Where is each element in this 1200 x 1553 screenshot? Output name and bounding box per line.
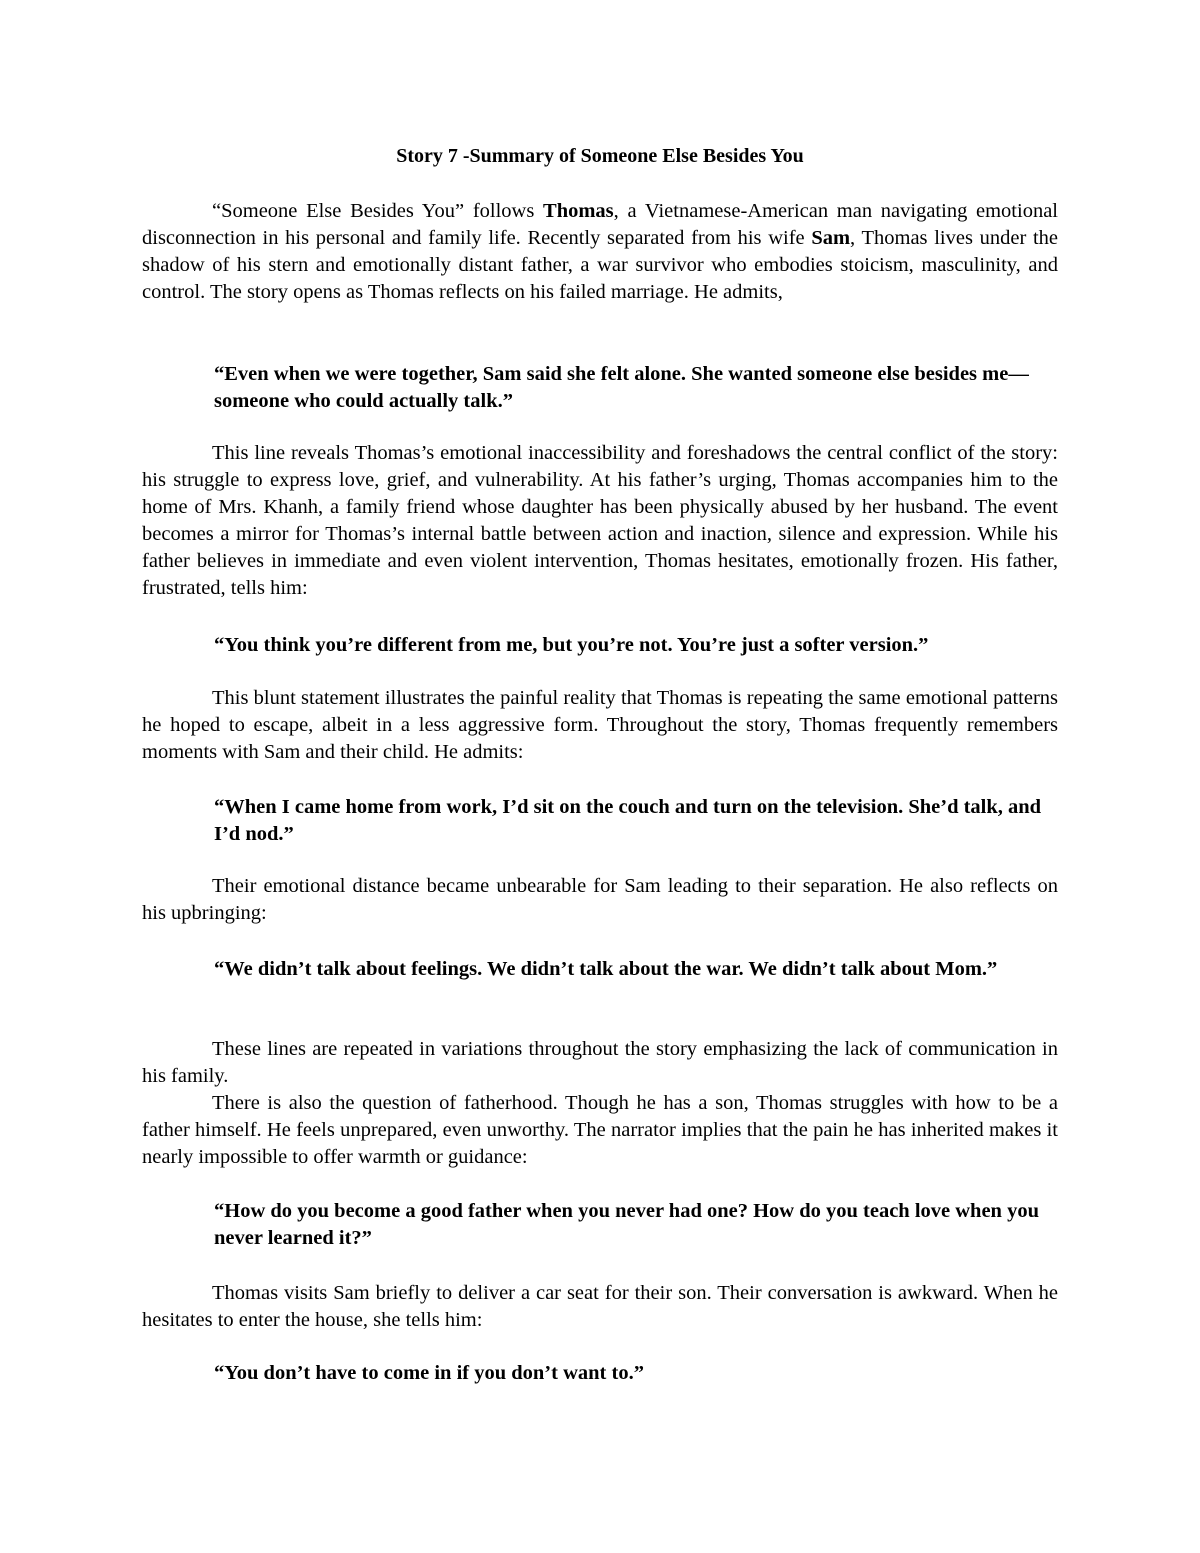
paragraph-emotional-distance: Their emotional distance became unbearable for Sam leading to their separation. He also reflects on his upbringing: <box>142 875 1058 924</box>
quote-good-father: “How do you become a good father when you never had one? How do you teach love when you never learned it?” <box>214 1200 1039 1249</box>
quote-softer-version: “You think you’re different from me, but you’re not. You’re just a softer version.” <box>214 634 929 656</box>
paragraph-blunt-statement: This blunt statement illustrates the painful reality that Thomas is repeating the same emotional patterns he hoped to escape, albeit in a less aggressive form. Throughout the story, Thomas frequently remembers moments with Sam and their child. He admits: <box>142 687 1058 763</box>
quote-come-in: “You don’t have to come in if you don’t want to.” <box>214 1362 644 1384</box>
document-title: Story 7 -Summary of Someone Else Besides You <box>396 145 804 167</box>
intro-text-d: , Thomas lives under the shadow of his stern and emotionally distant father, a war survivor who embodies stoicism, masculinity, and control. The story opens as Thomas reflects on his failed marriage. He admits, <box>142 227 1058 303</box>
intro-text-a: “Someone Else Besides You” follows <box>212 200 544 222</box>
paragraph-repeated-lines: These lines are repeated in variations throughout the story emphasizing the lack of communication in his family. There is also the question of fatherhood. Though he has a son, Thomas struggles with how to be a father himself. He feels unprepared, even unworthy. The narrator implies that the pain he has inherited makes it nearly impossible to offer warmth or guidance: <box>142 1038 1058 1168</box>
intro-text-c: , a Vietnamese-American man navigating emotional disconnection in his personal and family life. Recently separated from his wife <box>142 200 1058 249</box>
quote-sam-alone: “Even when we were together, Sam said she felt alone. She wanted someone else besides me—someone who could actually talk.” <box>214 363 1029 412</box>
quote-couch-television: “When I came home from work, I’d sit on the couch and turn on the television. She’d talk, and I’d nod.” <box>214 796 1042 845</box>
paragraph-intro <box>142 198 1058 306</box>
name-sam: Sam <box>811 227 851 249</box>
quote-didnt-talk: “We didn’t talk about feelings. We didn’t talk about the war. We didn’t talk about Mom.” <box>214 958 998 980</box>
name-thomas: Thomas <box>543 200 614 222</box>
paragraph-car-seat: Thomas visits Sam briefly to deliver a car seat for their son. Their conversation is awkward. When he hesitates to enter the house, she tells him: <box>142 1282 1058 1331</box>
paragraph-inaccessibility: This line reveals Thomas’s emotional inaccessibility and foreshadows the central conflict of the story: his struggle to express love, grief, and vulnerability. At his father’s urging, Thomas accompanies him to the home of Mrs. Khanh, a family friend whose daughter has been physically abused by her husband. The event becomes a mirror for Thomas’s internal battle between action and inaction, silence and expression. While his father believes in immediate and even violent intervention, Thomas hesitates, emotionally frozen. His father, frustrated, tells him: <box>142 442 1058 599</box>
